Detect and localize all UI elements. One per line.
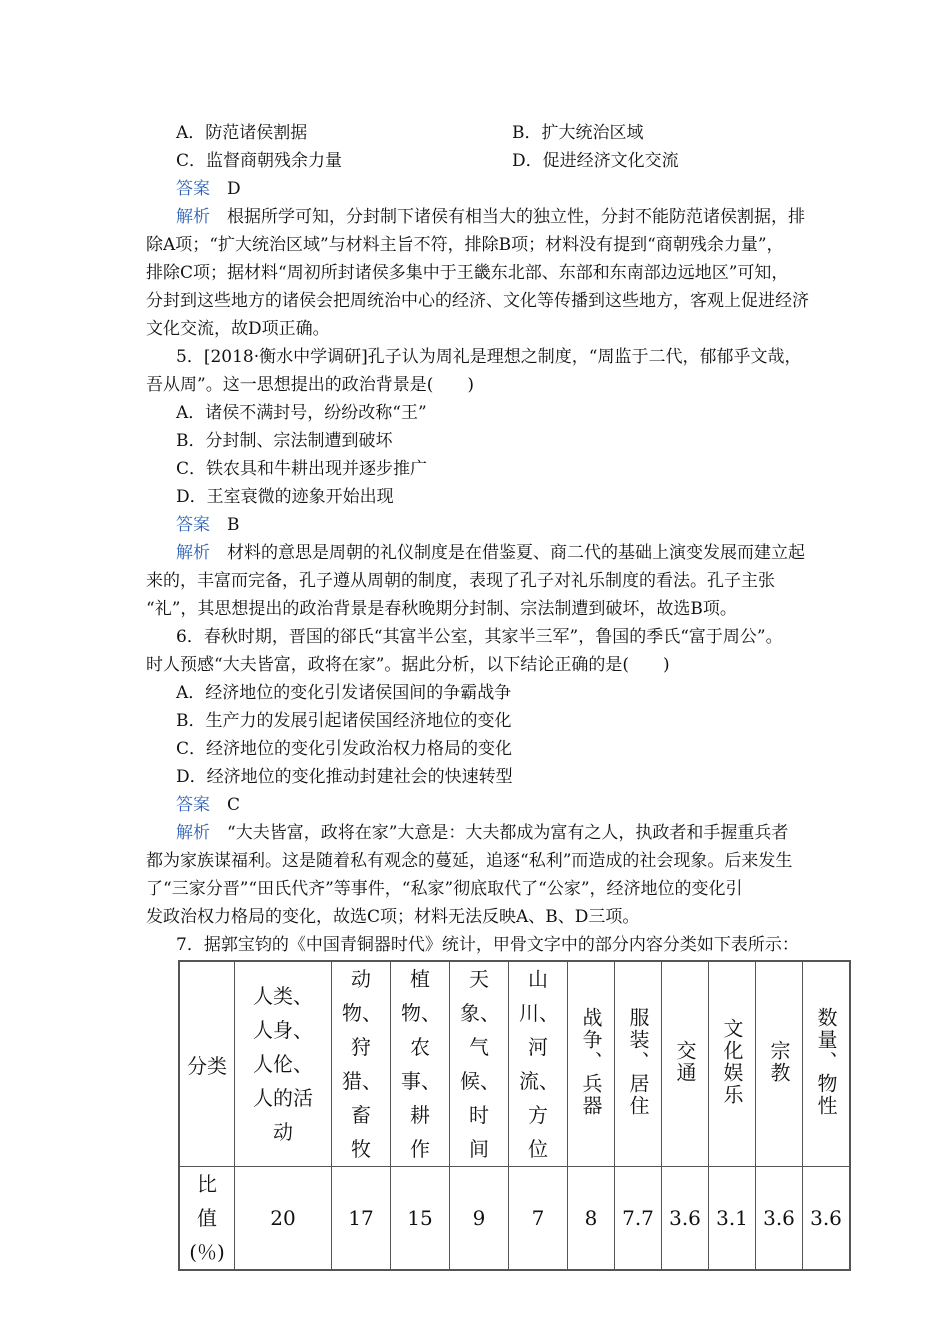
q5-analysis-line-3: “礼”，其思想提出的政治背景是春秋晚期分封制、宗法制遭到破坏，故选B项。 <box>146 599 737 619</box>
q5-option-a: A．诸侯不满封号，纷纷改称“王” <box>176 403 427 423</box>
table-cell: 3.6 <box>756 1167 803 1271</box>
q6-option-c: C．经济地位的变化引发政治权力格局的变化 <box>176 739 513 759</box>
q5-stem-line-2: 吾从周”。这一思想提出的政治背景是( ) <box>146 375 474 395</box>
q6-option-d: D．经济地位的变化推动封建社会的快速转型 <box>176 767 513 787</box>
q5-option-c: C．铁农具和牛耕出现并逐步推广 <box>176 459 428 479</box>
table-cell: 交通 <box>662 961 709 1167</box>
analysis-label: 解析 <box>176 823 210 843</box>
q5-analysis-line-2: 来的，丰富而完备，孔子遵从周朝的制度，表现了孔子对礼乐制度的看法。孔子主张 <box>146 571 775 591</box>
analysis-label: 解析 <box>176 207 210 227</box>
q4-analysis-line-1 <box>176 207 805 227</box>
table-cell: 植物、农事、耕作 <box>391 961 450 1167</box>
q6-stem-line-2: 时人预感“大夫皆富，政将在家”。据此分析，以下结论正确的是( ) <box>146 655 670 675</box>
q6-answer <box>176 795 240 815</box>
analysis-label: 解析 <box>176 543 210 563</box>
q6-analysis-line-2: 都为家族谋福利。这是随着私有观念的蔓延，追逐“私利”而造成的社会现象。后来发生 <box>146 851 793 871</box>
answer-value: D <box>227 179 241 199</box>
table-cell: 3.6 <box>803 1167 851 1271</box>
q6-stem-line-1: 6．春秋时期，晋国的郤氏“其富半公室，其家半三军”，鲁国的季氏“富于周公”。 <box>176 627 783 647</box>
analysis-text: “大夫皆富，政将在家”大意是：大夫都成为富有之人，执政者和手握重兵者 <box>227 823 789 843</box>
table-cell: 3.6 <box>662 1167 709 1271</box>
table-cell: 7.7 <box>615 1167 662 1271</box>
q4-answer <box>176 179 241 199</box>
q6-analysis-line-4: 发政治权力格局的变化，故选C项；材料无法反映A、B、D三项。 <box>146 907 640 927</box>
answer-label: 答案 <box>176 515 210 535</box>
table-cell: 文化娱乐 <box>709 961 756 1167</box>
q4-analysis-line-2: 除A项；“扩大统治区域”与材料主旨不符，排除B项；材料没有提到“商朝残余力量”， <box>146 235 784 255</box>
q7-stem: 7．据郭宝钧的《中国青铜器时代》统计，甲骨文字中的部分内容分类如下表所示： <box>176 935 799 955</box>
analysis-text: 材料的意思是周朝的礼仪制度是在借鉴夏、商二代的基础上演变发展而建立起 <box>227 543 805 563</box>
analysis-text: 根据所学可知，分封制下诸侯有相当大的独立性，分封不能防范诸侯割据，排 <box>227 207 805 227</box>
row-label-category: 分类 <box>179 961 235 1167</box>
q4-option-b: B．扩大统治区域 <box>512 123 644 143</box>
q6-option-b: B．生产力的发展引起诸侯国经济地位的变化 <box>176 711 512 731</box>
table-cell: 战争、兵器 <box>568 961 615 1167</box>
answer-label: 答案 <box>176 795 210 815</box>
q4-option-c: C．监督商朝残余力量 <box>176 151 343 171</box>
table-cell: 宗教 <box>756 961 803 1167</box>
table-cell: 7 <box>509 1167 568 1271</box>
q7-category-table <box>178 960 851 1271</box>
table-cell: 天象、气候、时间 <box>450 961 509 1167</box>
table-cell: 数量、物性 <box>803 961 851 1167</box>
answer-label: 答案 <box>176 179 210 199</box>
table-cell: 人类、人身、人伦、人的活动 <box>235 961 332 1167</box>
table-row <box>179 961 850 1167</box>
q4-analysis-line-4: 分封到这些地方的诸侯会把周统治中心的经济、文化等传播到这些地方，客观上促进经济 <box>146 291 809 311</box>
q4-analysis-line-3: 排除C项；据材料“周初所封诸侯多集中于王畿东北部、东部和东南部边远地区”可知， <box>146 263 789 283</box>
table-cell: 山川、河流、方位 <box>509 961 568 1167</box>
table-cell: 服装、居住 <box>615 961 662 1167</box>
table-cell: 15 <box>391 1167 450 1271</box>
q5-stem-line-1: 5．[2018·衡水中学调研]孔子认为周礼是理想之制度，“周监于二代，郁郁乎文哉， <box>176 347 802 367</box>
row-label-ratio: 比值(％) <box>179 1167 235 1271</box>
q6-analysis-line-1 <box>176 823 788 843</box>
table-cell: 动物、狩猎、畜牧 <box>332 961 391 1167</box>
table-row <box>179 1167 850 1271</box>
table-cell: 9 <box>450 1167 509 1271</box>
q5-answer <box>176 515 240 535</box>
q4-analysis-line-5: 文化交流，故D项正确。 <box>146 319 330 339</box>
q6-analysis-line-3: 了“三家分晋”“田氏代齐”等事件，“私家”彻底取代了“公家”，经济地位的变化引 <box>146 879 743 899</box>
q5-option-d: D．王室衰微的迹象开始出现 <box>176 487 394 507</box>
q4-option-a: A．防范诸侯割据 <box>176 123 308 143</box>
q5-analysis-line-1 <box>176 543 805 563</box>
table-cell: 20 <box>235 1167 332 1271</box>
q6-option-a: A．经济地位的变化引发诸侯国间的争霸战争 <box>176 683 512 703</box>
table-cell: 3.1 <box>709 1167 756 1271</box>
answer-value: C <box>227 795 241 815</box>
answer-value: B <box>227 515 240 535</box>
table-cell: 17 <box>332 1167 391 1271</box>
table-cell: 8 <box>568 1167 615 1271</box>
q5-option-b: B．分封制、宗法制遭到破坏 <box>176 431 393 451</box>
q4-option-d: D．促进经济文化交流 <box>512 151 679 171</box>
